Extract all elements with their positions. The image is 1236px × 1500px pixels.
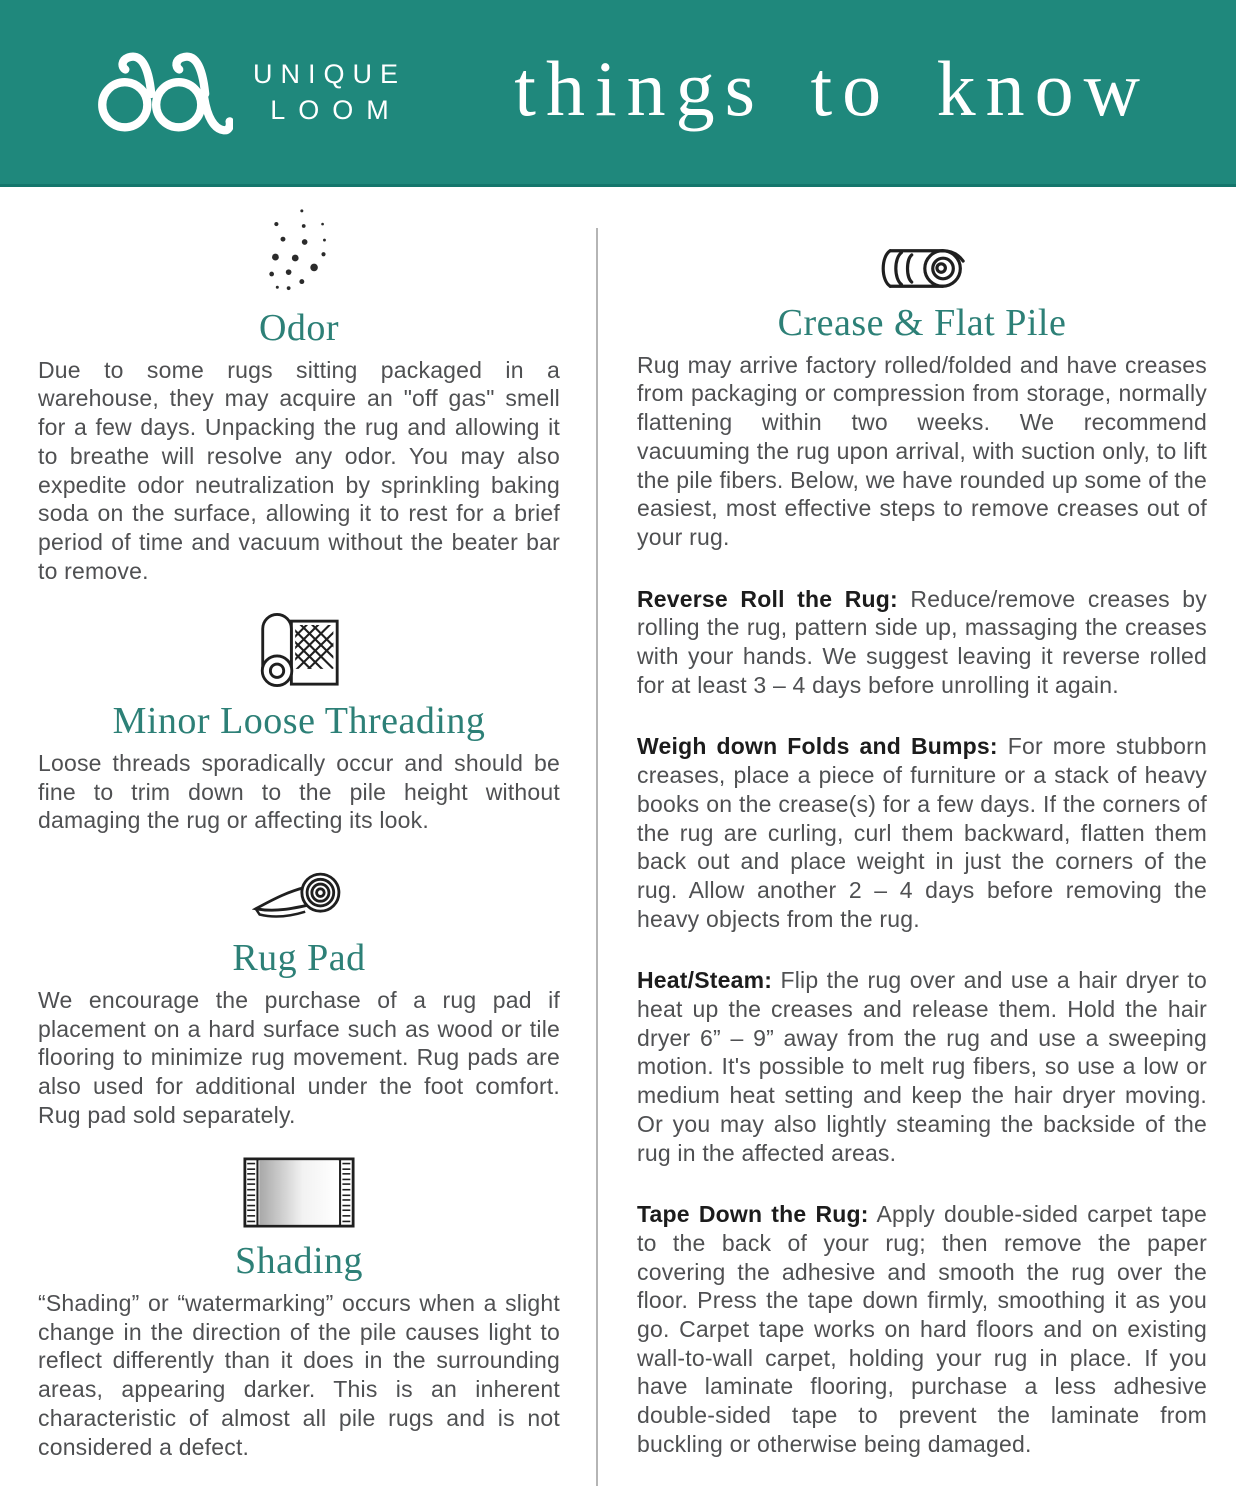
tip-tape-down-label: Tape Down the Rug: — [637, 1201, 869, 1228]
left-column — [38, 187, 560, 1461]
content — [0, 187, 1236, 1461]
tip-heat-steam-text: Flip the rug over and use a hair dryer to heat up the creases and release them. Hold the hair dryer 6” – 9” away from the rug and use a sweeping motion. It's possible to melt rug fibers, so use a low or medium heat setting and keep the hair dryer moving. Or you may also lightly steaming the backside of the rug in the affected areas. — [637, 967, 1207, 1166]
tip-heat-steam-label: Heat/Steam: — [637, 967, 773, 994]
brand-name-line1: UNIQUE — [253, 59, 407, 90]
shading-icon-wrap — [243, 1157, 355, 1228]
rug-fringe-shading-icon — [243, 1157, 355, 1228]
rolled-rug-crosshatch-icon — [257, 602, 341, 688]
section-body-threading: Loose threads sporadically occur and should be fine to trim down to the pile height without damaging the rug or affecting its look. — [38, 750, 560, 834]
tip-reverse-roll-text: Reduce/remove creases by rolling the rug, pattern side up, massaging the creases with your hands. We suggest leaving it reverse rolled for at least 3 – 4 days before unrolling it again. — [637, 585, 1207, 698]
rug-pad-roll-icon — [252, 866, 347, 925]
tip-weigh-down-text: For more stubborn creases, place a piece of furniture or a stack of heavy books on the crease(s) for a few days. If the corners of the rug are curling, curl them backward, flatten them back out and place weight in just the corners of the rug. Allow another 2 – 4 days before removing the heavy objects from the rug. — [637, 733, 1207, 932]
section-heading-crease: Crease & Flat Pile — [777, 302, 1067, 344]
odor-particles-icon — [266, 205, 332, 295]
right-column — [637, 187, 1207, 1459]
tip-reverse-roll-label: Reverse Roll the Rug: — [637, 585, 898, 612]
rolled-rug-end-icon — [878, 247, 966, 290]
tip-heat-steam — [637, 966, 1207, 1167]
section-body-shading: “Shading” or “watermarking” occurs when a slight change in the direction of the pile causes light to reflect differently than it does in the surrounding areas, appearing darker. This is an inherent characteristic of almost all pile rugs and is not considered a defect. — [38, 1290, 560, 1460]
section-heading-shading: Shading — [234, 1240, 364, 1283]
section-body-rug-pad: We encourage the purchase of a rug pad if placement on a hard surface such as wood or tile flooring to minimize rug movement. Rug pads are also used for additional under the foot comfort. Rug pad sold separately. — [38, 986, 560, 1128]
brand-logo — [95, 43, 406, 141]
rug-pad-icon-wrap — [252, 866, 347, 925]
crease-intro: Rug may arrive factory rolled/folded and have creases from packaging or compression from storage, normally flattening within two weeks. We recommend vacuuming the rug upon arrival, with suction only, to lift the pile fibers. Below, we have rounded up some of the easiest, most effective steps to remove creases out of your rug. — [637, 351, 1207, 550]
unique-loom-dd-logo-icon — [95, 43, 233, 141]
section-heading-rug-pad: Rug Pad — [232, 937, 366, 980]
crease-icon-wrap — [878, 247, 966, 290]
odor-icon-wrap — [266, 205, 332, 295]
tip-reverse-roll — [637, 585, 1207, 700]
header — [0, 0, 1236, 187]
column-divider — [596, 228, 598, 1486]
brand-name-line2: LOOM — [270, 94, 402, 125]
tip-weigh-down-label: Weigh down Folds and Bumps: — [637, 733, 998, 760]
brand-name — [253, 58, 406, 126]
threading-icon-wrap — [257, 602, 341, 688]
section-heading-threading: Minor Loose Threading — [112, 700, 486, 743]
section-heading-odor: Odor — [258, 307, 340, 349]
tip-tape-down — [637, 1200, 1207, 1458]
tip-weigh-down — [637, 732, 1207, 933]
page-title: things to know — [514, 45, 1150, 132]
tip-tape-down-text: Apply double-sided carpet tape to the back of your rug; then remove the paper covering the adhesive and smooth the rug over the floor. Press the tape down firmly, smoothing it as you go. Carpet tape works on hard floors and on existing wall-to-wall carpet, holding your rug in place. If you have laminate flooring, purchase a less adhesive double-sided tape to prevent the laminate from buckling or otherwise being damaged. — [637, 1201, 1207, 1457]
section-body-odor: Due to some rugs sitting packaged in a warehouse, they may acquire an "off gas" smell for a few days. Unpacking the rug and allowing it to breathe will resolve any odor. You may also expedite odor neutralization by sprinkling baking soda on the surface, allowing it to rest for a brief period of time and vacuum without the beater bar to remove. — [38, 356, 560, 584]
